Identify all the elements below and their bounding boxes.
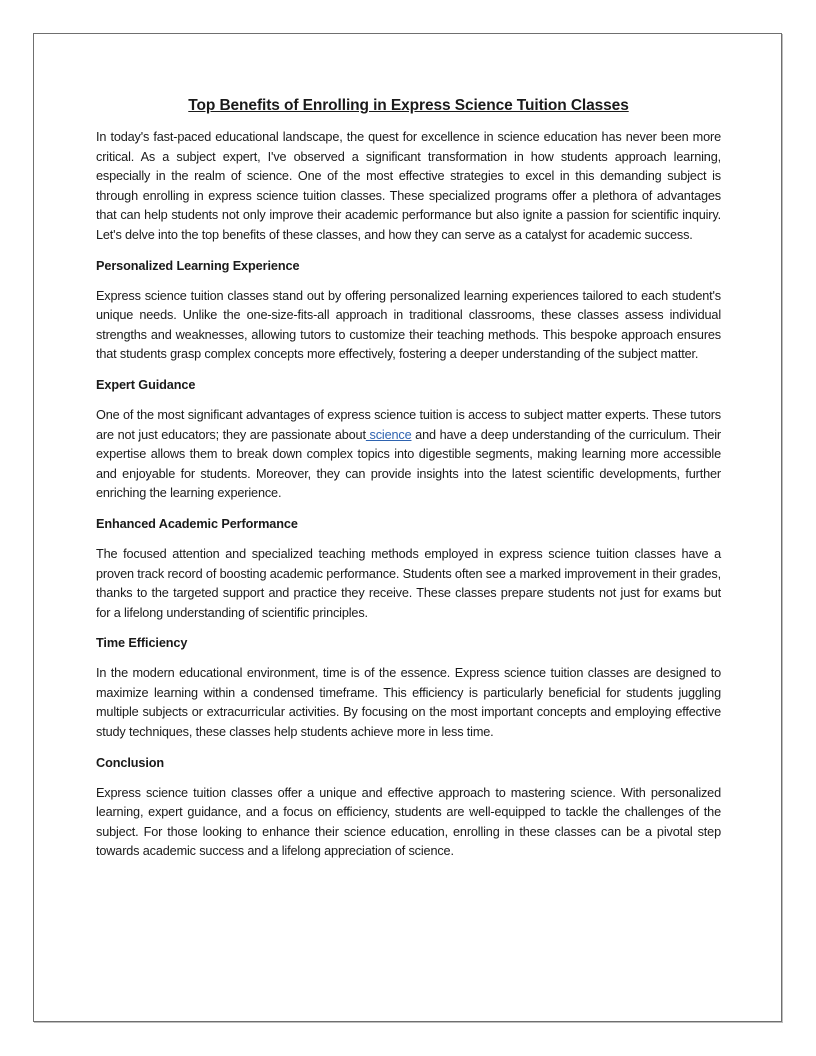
paragraph-conclusion: Express science tuition classes offer a unique and effective approach to mastering science. With personalized learning, expert guidance, and a focus on efficiency, students are well-equipped to tackle the challenges of the subject. For those looking to enhance their science education, enrolling in these classes can be a pivotal step towards academic success and a lifelong appreciation of science. <box>96 785 721 859</box>
document-title: Top Benefits of Enrolling in Express Science Tuition Classes <box>188 97 629 114</box>
heading-personalized-learning: Personalized Learning Experience <box>96 258 300 273</box>
expert-text-after: and have a deep understanding of the curriculum. Their expertise allows them to break down complex topics into digestible segments, making learning more accessible and enjoyable for students. Moreover, they can provide insights into the latest scientific developments, further enriching the learning experience. <box>96 427 722 501</box>
paragraph-expert-guidance <box>96 406 721 504</box>
heading-expert-guidance: Expert Guidance <box>96 377 196 392</box>
paragraph-personalized-learning: Express science tuition classes stand out by offering personalized learning experiences tailored to each student's unique needs. Unlike the one-size-fits-all approach in traditional classrooms, these classes assess individual strengths and weaknesses, allowing tutors to customize their teaching methods. This bespoke approach ensures that students grasp complex concepts more effectively, fostering a deeper understanding of the subject matter. <box>96 288 721 362</box>
intro-paragraph: In today's fast-paced educational landscape, the quest for excellence in science education has never been more critical. As a subject expert, I've observed a significant transformation in how students approach learning, especially in the realm of science. One of the most effective strategies to excel in this demanding subject is through enrolling in express science tuition classes. These specialized programs offer a plethora of advantages that can help students not only improve their academic performance but also ignite a passion for scientific inquiry. Let's delve into the top benefits of these classes, and how they can serve as a catalyst for academic success. <box>96 130 721 242</box>
heading-conclusion: Conclusion <box>96 755 165 770</box>
expert-text-before: One of the most significant advantages of express science tuition is access to subject matter experts. These tutors are not just educators; they are passionate about <box>96 407 721 442</box>
paragraph-time-efficiency: In the modern educational environment, time is of the essence. Express science tuition classes are designed to maximize learning within a condensed timeframe. This efficiency is particularly beneficial for students juggling multiple subjects or extracurricular activities. By focusing on the most important concepts and employing effective study techniques, these classes help students achieve more in less time. <box>96 666 721 740</box>
document-body <box>96 97 721 874</box>
heading-academic-performance: Enhanced Academic Performance <box>96 516 298 531</box>
science-link[interactable]: science <box>365 427 412 442</box>
heading-time-efficiency: Time Efficiency <box>96 636 188 651</box>
paragraph-academic-performance: The focused attention and specialized teaching methods employed in express science tuition classes have a proven track record of boosting academic performance. Students often see a marked improvement in their grades, thanks to the targeted support and practice they receive. These classes prepare students not just for exams but for a lifelong understanding of scientific principles. <box>96 546 721 620</box>
